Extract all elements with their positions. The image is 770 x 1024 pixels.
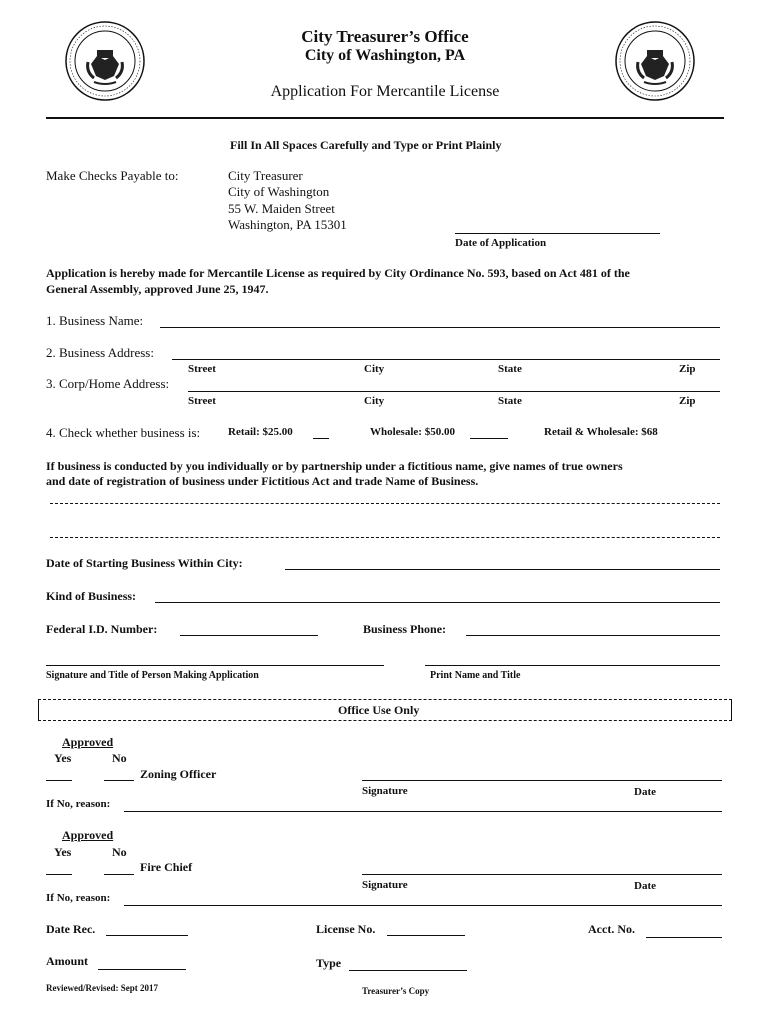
street-label: Street bbox=[188, 363, 216, 375]
date-starting-label: Date of Starting Business Within City: bbox=[46, 556, 243, 570]
business-address-field[interactable] bbox=[172, 359, 720, 360]
fire-no-label: No bbox=[112, 845, 127, 859]
payable-line2: City of Washington bbox=[228, 184, 330, 199]
corp-address-field[interactable] bbox=[188, 391, 720, 392]
signature-title-label: Signature and Title of Person Making Application bbox=[46, 670, 259, 681]
date-starting-field[interactable] bbox=[285, 569, 720, 570]
page-title: City Treasurer’s Office bbox=[301, 27, 469, 46]
retail-option-label: Retail: $25.00 bbox=[228, 426, 293, 438]
zoning-no-label: No bbox=[112, 751, 127, 765]
zoning-date-label: Date bbox=[634, 786, 656, 798]
fire-date-label: Date bbox=[634, 880, 656, 892]
fictitious-field-2[interactable] bbox=[50, 537, 720, 538]
wholesale-checkbox-line[interactable] bbox=[470, 438, 508, 439]
acct-no-label: Acct. No. bbox=[588, 922, 635, 936]
kind-of-business-field[interactable] bbox=[155, 602, 720, 603]
retail-wholesale-option-label: Retail & Wholesale: $68 bbox=[544, 426, 658, 438]
fire-yes-label: Yes bbox=[54, 845, 72, 859]
fictitious-field-1[interactable] bbox=[50, 503, 720, 504]
fire-if-no-label: If No, reason: bbox=[46, 892, 111, 904]
fire-signature-field[interactable] bbox=[362, 874, 722, 875]
type-label: Type bbox=[316, 956, 342, 970]
acct-no-field[interactable] bbox=[646, 937, 722, 938]
fire-chief-label: Fire Chief bbox=[140, 860, 193, 874]
print-name-label: Print Name and Title bbox=[430, 670, 521, 681]
amount-label: Amount bbox=[46, 954, 89, 968]
payable-line1: City Treasurer bbox=[228, 168, 303, 183]
zoning-officer-label: Zoning Officer bbox=[140, 767, 217, 781]
city-label: City bbox=[364, 363, 385, 375]
license-no-label: License No. bbox=[316, 922, 376, 936]
zoning-signature-field[interactable] bbox=[362, 780, 722, 781]
corp-street-label: Street bbox=[188, 395, 216, 407]
business-name-label: 1. Business Name: bbox=[46, 313, 144, 328]
signature-title-field[interactable] bbox=[46, 665, 384, 666]
check-business-label: 4. Check whether business is: bbox=[46, 425, 201, 440]
date-rec-label: Date Rec. bbox=[46, 922, 96, 936]
zoning-no-field[interactable] bbox=[104, 780, 134, 781]
federal-id-label: Federal I.D. Number: bbox=[46, 622, 158, 636]
business-phone-label: Business Phone: bbox=[363, 622, 447, 636]
zoning-yes-field[interactable] bbox=[46, 780, 72, 781]
payable-line3: 55 W. Maiden Street bbox=[228, 201, 335, 216]
instructions: Fill In All Spaces Carefully and Type or Print Plainly bbox=[230, 138, 502, 152]
retail-checkbox-line[interactable] bbox=[313, 438, 329, 439]
state-label: State bbox=[498, 363, 522, 375]
intro-line2: General Assembly, approved June 25, 1947. bbox=[46, 282, 269, 296]
payable-label: Make Checks Payable to: bbox=[46, 168, 179, 183]
fire-no-field[interactable] bbox=[104, 874, 134, 875]
date-of-application-field[interactable] bbox=[455, 233, 660, 234]
corp-address-label: 3. Corp/Home Address: bbox=[46, 376, 170, 391]
fire-reason-field[interactable] bbox=[124, 905, 722, 906]
form-title: Application For Mercantile License bbox=[270, 83, 500, 100]
kind-of-business-label: Kind of Business: bbox=[46, 589, 137, 603]
business-name-field[interactable] bbox=[160, 327, 720, 328]
fire-signature-label: Signature bbox=[362, 879, 408, 891]
type-field[interactable] bbox=[349, 970, 467, 971]
date-rec-field[interactable] bbox=[106, 935, 188, 936]
corp-zip-label: Zip bbox=[679, 395, 696, 407]
intro-line1: Application is hereby made for Mercantile License as required by City Ordinance No. 593, based on Act 481 of the bbox=[46, 266, 630, 280]
license-no-field[interactable] bbox=[387, 935, 465, 936]
zoning-yes-label: Yes bbox=[54, 751, 72, 765]
federal-id-field[interactable] bbox=[180, 635, 318, 636]
fictitious-line2: and date of registration of business under Fictitious Act and trade Name of Business. bbox=[46, 474, 479, 488]
corp-state-label: State bbox=[498, 395, 522, 407]
business-address-label: 2. Business Address: bbox=[46, 345, 154, 360]
wholesale-option-label: Wholesale: $50.00 bbox=[370, 426, 455, 438]
office-use-label: Office Use Only bbox=[338, 703, 420, 717]
business-phone-field[interactable] bbox=[466, 635, 720, 636]
zoning-approved-label: Approved bbox=[62, 735, 114, 749]
zip-label: Zip bbox=[679, 363, 696, 375]
fire-yes-field[interactable] bbox=[46, 874, 72, 875]
print-name-field[interactable] bbox=[425, 665, 720, 666]
fire-approved-label: Approved bbox=[62, 828, 114, 842]
date-of-application-label: Date of Application bbox=[455, 237, 547, 249]
copy-label: Treasurer’s Copy bbox=[362, 986, 430, 996]
corp-city-label: City bbox=[364, 395, 385, 407]
fictitious-line1: If business is conducted by you individually or by partnership under a fictitious name, give names of true owners bbox=[46, 459, 623, 473]
header-divider bbox=[46, 117, 724, 119]
zoning-signature-label: Signature bbox=[362, 785, 408, 797]
zoning-reason-field[interactable] bbox=[124, 811, 722, 812]
zoning-if-no-label: If No, reason: bbox=[46, 798, 111, 810]
amount-field[interactable] bbox=[98, 969, 186, 970]
payable-line4: Washington, PA 15301 bbox=[228, 217, 347, 232]
reviewed-note: Reviewed/Revised: Sept 2017 bbox=[46, 983, 158, 993]
page-subtitle: City of Washington, PA bbox=[304, 47, 466, 64]
